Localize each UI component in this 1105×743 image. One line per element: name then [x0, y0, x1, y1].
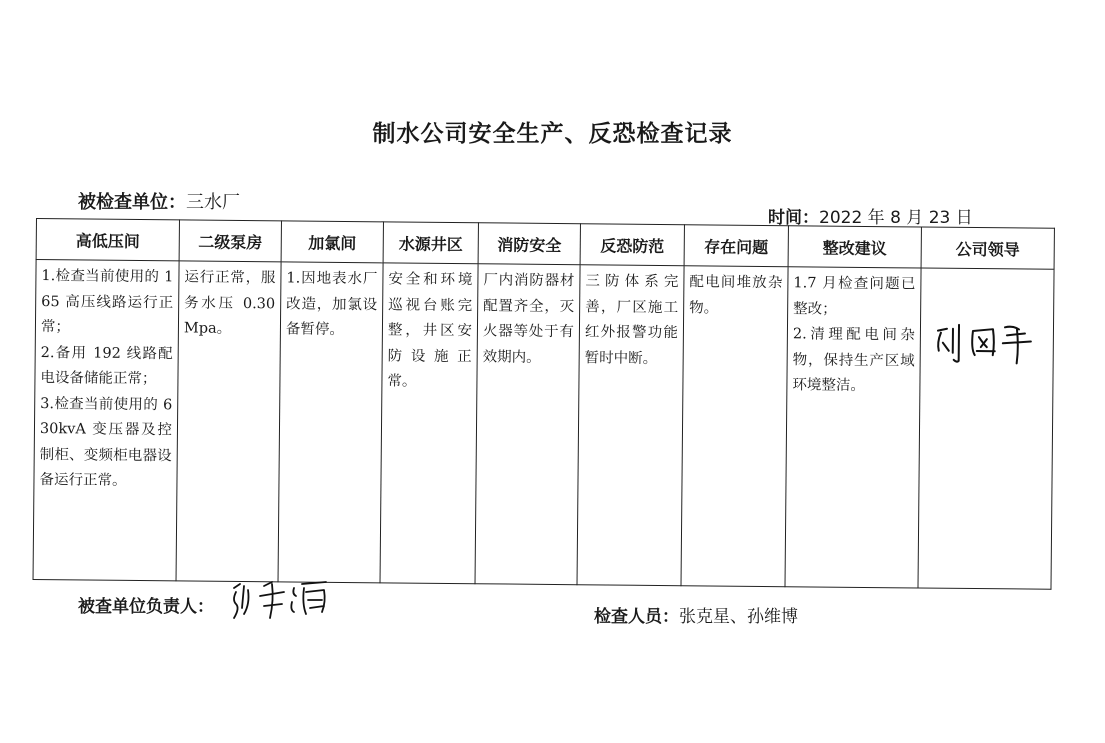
cell-high-low-voltage-room: 1.检查当前使用的 165 高压线路运行正常； 2.备用 192 线路配电设备储能正常； 3.检查当前使用的 630kvA 变压器及控制柜、变频柜电器设备运行正常。	[33, 260, 179, 581]
header-rectification-advice: 整改建议	[788, 226, 921, 268]
header-high-low-voltage-room: 高低压间	[36, 219, 179, 261]
content-row	[33, 260, 1054, 590]
inspectors-label: 检查人员：	[594, 607, 679, 627]
inspection-date	[768, 203, 973, 228]
responsible-label: 被查单位负责人：	[78, 597, 214, 617]
inspected-unit	[78, 188, 240, 214]
leader-signature	[933, 321, 1043, 367]
header-anti-terrorism: 反恐防范	[580, 224, 684, 266]
cell-secondary-pump-room: 运行正常，服务水压 0.30Mpa。	[176, 261, 281, 582]
inspected-unit-value: 三水厂	[186, 192, 240, 213]
responsible-person	[78, 592, 214, 617]
record-sheet	[32, 218, 1054, 608]
cell-anti-terrorism: 三防体系完善，厂区施工红外报警功能暂时中断。	[577, 265, 684, 586]
header-company-leader: 公司领导	[921, 227, 1054, 269]
document-title: 制水公司安全生产、反恐检查记录	[372, 121, 733, 147]
cell-rectification-advice: 1.7 月检查问题已整改； 2.清理配电间杂物，保持生产区域环境整洁。	[785, 267, 921, 588]
header-existing-problems: 存在问题	[684, 225, 788, 267]
header-water-well-area: 水源井区	[383, 222, 478, 264]
date-value: 2022 年 8 月 23 日	[819, 208, 973, 228]
cell-fire-safety: 厂内消防器材配置齐全，灭火器等处于有效期内。	[475, 264, 580, 585]
inspectors	[594, 602, 798, 627]
inspected-unit-label: 被检查单位：	[78, 192, 186, 213]
header-fire-safety: 消防安全	[478, 223, 580, 265]
record-table	[33, 218, 1055, 590]
date-label: 时间：	[768, 208, 819, 228]
responsible-signature	[226, 578, 336, 622]
cell-chlorination-room: 1.因地表水厂改造，加氯设备暂停。	[278, 262, 383, 583]
cell-existing-problems: 配电间堆放杂物。	[681, 266, 788, 587]
inspectors-value: 张克星、孙维博	[679, 607, 798, 627]
cell-company-leader	[918, 268, 1054, 589]
header-chlorination-room: 加氯间	[281, 221, 383, 263]
header-secondary-pump-room: 二级泵房	[179, 220, 281, 262]
cell-water-well-area: 安全和环境巡视台账完整，井区安防设施正常。	[380, 263, 478, 584]
